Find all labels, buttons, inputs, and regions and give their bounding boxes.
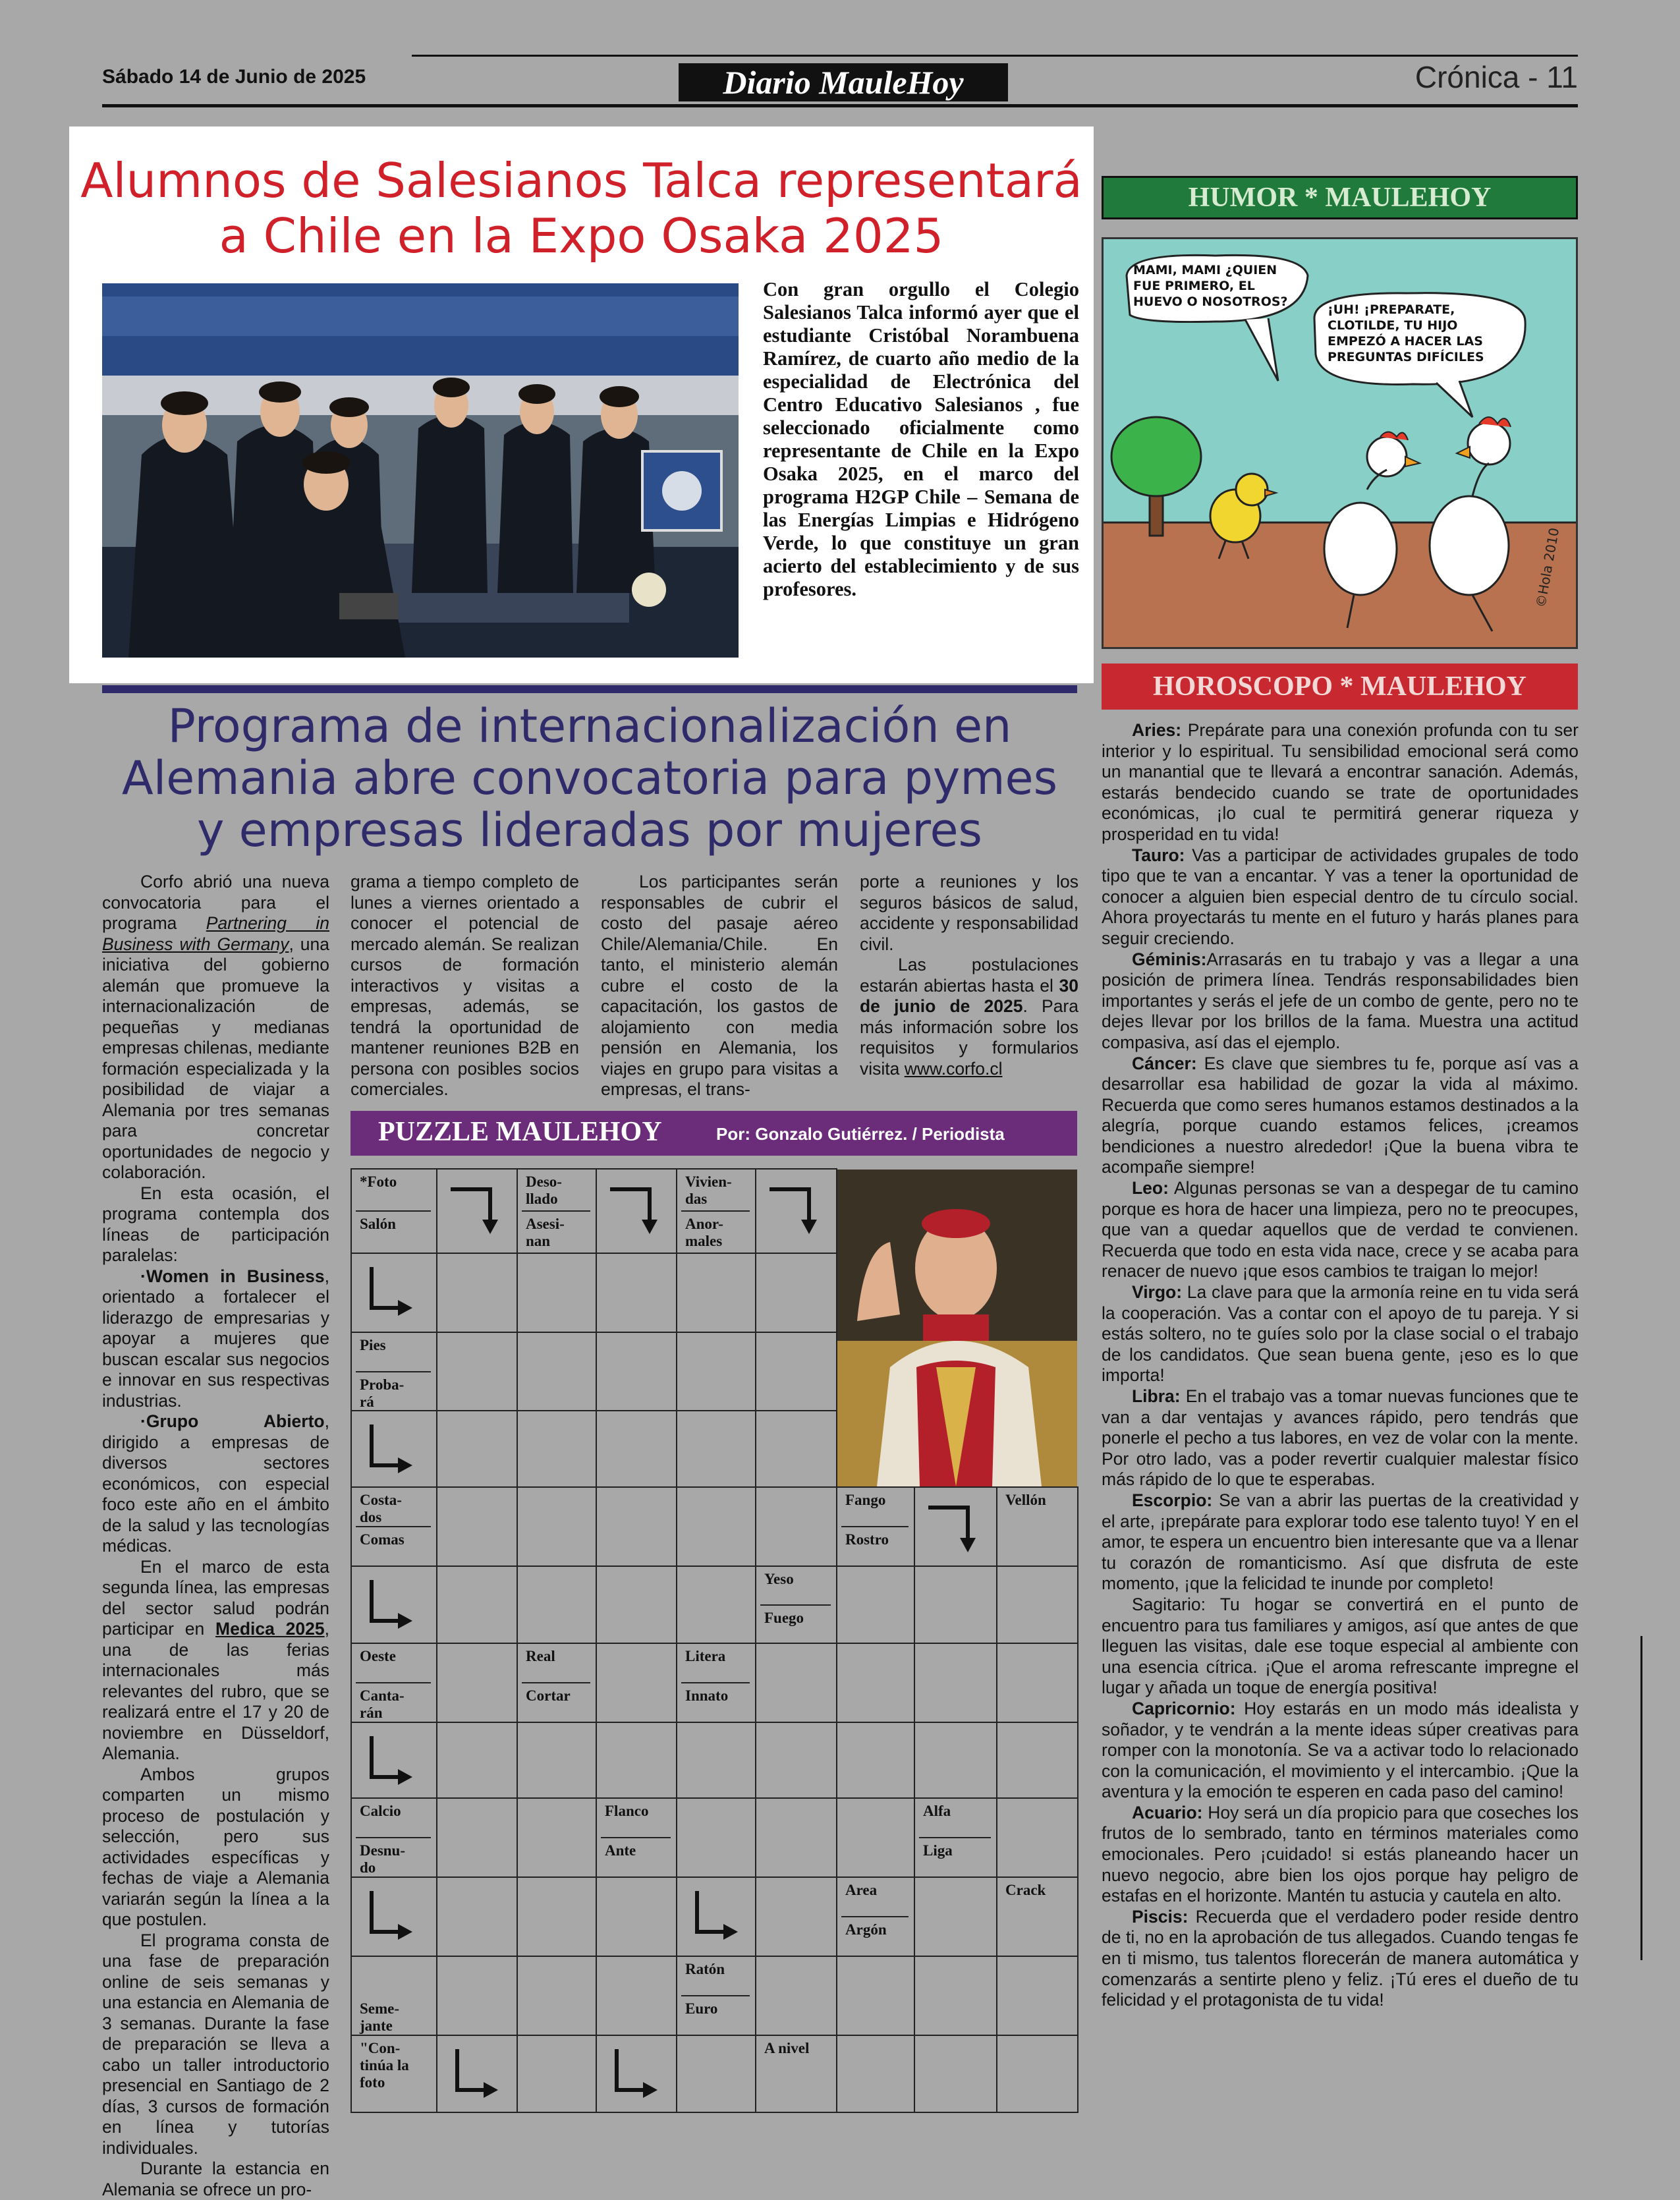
- puzzle-cell[interactable]: [996, 2035, 1078, 2113]
- crossword-grid: [350, 1168, 1077, 2112]
- deadline-date: 30 de junio de 2025: [860, 975, 1078, 1016]
- puzzle-clue: Asesi- nan: [526, 1216, 565, 1249]
- clue-divider: [356, 1837, 431, 1838]
- puzzle-clue: Rostro: [845, 1531, 889, 1548]
- arrow-down-icon: [607, 1180, 667, 1239]
- horoscope-entry: [1102, 1907, 1579, 2011]
- puzzle-clue: Real: [526, 1648, 555, 1664]
- clue-divider: [522, 1682, 590, 1683]
- puzzle-photo: [837, 1170, 1077, 1486]
- puzzle-clue: Costa- dos: [360, 1492, 402, 1525]
- article-text: Corfo abrió una nueva convocatoria para el programa: [102, 872, 329, 933]
- arrow-right-icon: [362, 1422, 422, 1481]
- arrow-right-icon: [607, 2046, 667, 2106]
- article-paragraph: grama a tiempo completo de lunes a viernes orientado a conocer el potencial de mercado alemán. Se realizan cursos de formación interactivos y visitas a empresas, además, se tendrá la oportunidad de mantener reuniones B2B en persona con posibles socios comerciales.: [350, 872, 579, 1099]
- puzzle-cell[interactable]: [755, 1722, 837, 1799]
- puzzle-cell[interactable]: [996, 1722, 1078, 1799]
- arrow-down-icon: [767, 1180, 826, 1239]
- horoscope-sign: Géminis:: [1132, 949, 1207, 969]
- puzzle-cell[interactable]: [755, 1486, 837, 1567]
- puzzle-cell[interactable]: [517, 1332, 597, 1411]
- arrow-right-icon: [362, 1577, 422, 1637]
- article-text: . Para más información sobre los requisitos y formularios visita: [860, 996, 1078, 1079]
- puzzle-cell[interactable]: [836, 1722, 915, 1799]
- arrow-down-icon: [448, 1180, 507, 1239]
- puzzle-cell[interactable]: [517, 1253, 597, 1333]
- puzzle-cell[interactable]: [436, 1876, 518, 1957]
- puzzle-cell[interactable]: [436, 1486, 518, 1567]
- horoscope-entry: [1102, 1490, 1579, 1594]
- horoscope-sign: Virgo:: [1132, 1282, 1183, 1303]
- horoscope-sign: Acuario:: [1132, 1802, 1203, 1822]
- horoscope-text: Arrasarás en tu trabajo y vas a llegar a una posición de primera línea. Tendrás responsabilidades bien importantes y serás el jefe de un combo de gente, pero no te dejes llevar por los brillos de la fama. Muestra una actitud compasiva, así das el ejemplo.: [1102, 949, 1579, 1052]
- puzzle-cell[interactable]: [996, 1643, 1078, 1723]
- puzzle-cell[interactable]: [596, 1486, 677, 1567]
- feature-title-line1: Alumnos de Salesianos Talca representará: [80, 153, 1082, 208]
- corfo-link[interactable]: www.corfo.cl: [904, 1058, 1003, 1079]
- humor-cartoon: [1102, 237, 1578, 649]
- puzzle-cell[interactable]: [914, 1876, 997, 1957]
- puzzle-clue: Ante: [605, 1842, 636, 1859]
- article-text: , orientado a fortalecer el liderazgo de empresarias y apoyar a mujeres que buscan escalar sus negocios e innovar en sus respectivas industrias.: [102, 1266, 329, 1411]
- arrow-right-icon: [362, 1888, 422, 1948]
- arrow-right-icon: [448, 2046, 507, 2106]
- puzzle-cell[interactable]: [755, 1643, 837, 1723]
- clue-divider: [356, 1371, 431, 1372]
- puzzle-cell[interactable]: [676, 2035, 756, 2113]
- horoscope-sign: Piscis:: [1132, 1906, 1189, 1927]
- puzzle-cell[interactable]: [596, 1332, 677, 1411]
- puzzle-clue: Desnu- do: [360, 1842, 406, 1876]
- puzzle-cell[interactable]: [676, 1565, 756, 1644]
- puzzle-cell[interactable]: [517, 1722, 597, 1799]
- article-text: , una de las ferias internacionales más relevantes del rubro, que se realizará entre el 17 y 20 de noviembre en Düsseldorf, Alemania.: [102, 1619, 329, 1763]
- article-paragraph: En esta ocasión, el programa contempla dos líneas de participación paralelas:: [102, 1183, 329, 1265]
- bubble-chick: MAMI, MAMI ¿QUIEN FUE PRIMERO, EL HUEVO O NOSOTROS?: [1133, 263, 1288, 309]
- arrow-right-icon: [688, 1888, 747, 1948]
- feature-story: [69, 127, 1094, 683]
- puzzle-cell[interactable]: [676, 1332, 756, 1411]
- puzzle-clue: A nivel: [764, 2040, 810, 2056]
- puzzle-cell[interactable]: [836, 1565, 915, 1644]
- puzzle-cell[interactable]: [996, 1797, 1078, 1878]
- humor-header: HUMOR * MAULEHOY: [1102, 176, 1578, 219]
- puzzle-cell[interactable]: [436, 1253, 518, 1333]
- puzzle-clue: Innato: [685, 1687, 729, 1704]
- puzzle-cell[interactable]: [836, 2035, 915, 2113]
- clue-divider: [356, 1682, 431, 1683]
- puzzle-clue: Canta- rán: [360, 1687, 405, 1721]
- article-text: , dirigido a empresas de diversos sectores económicos, con especial foco este año en el ámbito de la salud y las tecnologías médicas.: [102, 1411, 329, 1556]
- puzzle-clue: Cortar: [526, 1687, 571, 1704]
- puzzle-cell[interactable]: [755, 1876, 837, 1957]
- puzzle-clue: "Con- tinúa la foto: [360, 2040, 409, 2091]
- article-text: En el marco de esta segunda línea, las empresas del sector salud podrán participar en: [102, 1556, 329, 1639]
- puzzle-clue: Oeste: [360, 1648, 396, 1664]
- puzzle-cell[interactable]: [596, 1565, 677, 1644]
- article-paragraph: El programa consta de una fase de preparación online de seis semanas y una estancia en Alemania de 3 semanas. Durante la fase de preparación se lleva a cabo un taller introductorio presencial en Santiago de 2 días, 3 cursos de formación en línea y tutorías individuales.: [102, 1930, 329, 2158]
- horoscope-text: Recuerda que el verdadero poder reside dentro de ti, no en la aprobación de tus allegados. Cuando tengas fe en ti mismo, tus talentos florecerán de manera automática y comenzarás a sentirte pleno y feliz. ¡Tú eres el dueño de tu felicidad y el protagonista de tu vida!: [1102, 1906, 1579, 2010]
- puzzle-cell[interactable]: [517, 1565, 597, 1644]
- puzzle-byline: Por: Gonzalo Gutiérrez. / Periodista: [716, 1124, 1005, 1144]
- horoscope-entry: [1102, 1803, 1579, 1907]
- article-column-2: [350, 872, 579, 1100]
- puzzle-cell[interactable]: [914, 1956, 997, 2036]
- horoscope-entry: [1102, 1178, 1579, 1282]
- header-bottom-rule: [102, 104, 1578, 107]
- article-paragraph: Los participantes serán responsables de cubrir el costo del pasaje aéreo Chile/Alemania/Chile. En tanto, el ministerio alemán cubre el costo de la capacitación, los gastos de alojamiento con media pensión en Alemania, los viajes en grupo para visitas a empresas, el trans-: [601, 872, 838, 1099]
- line-name-women: ·Women in Business: [140, 1266, 325, 1286]
- puzzle-clue: Argón: [845, 1921, 887, 1938]
- horoscope-text: Prepárate para una conexión profunda con tu ser interior y lo espiritual. Tu sensibilidad emocional será como un manantial que te llevará a encontrar sanación. Además, estarás bendecido cuando se trate de oportunidades económicas, ¡lo cual te permitirá generar riqueza y prosperidad en tu vida!: [1102, 720, 1579, 844]
- arrow-right-icon: [362, 1264, 422, 1324]
- article-paragraph: porte a reuniones y los seguros básicos de salud, accidente y responsabilidad civil.: [860, 872, 1078, 954]
- puzzle-clue: Ratón: [685, 1961, 725, 1977]
- horoscope-text: Es clave que siembres tu fe, porque así vas a desarrollar esa habilidad de gozar la vida al máximo. Recuerda que como seres humanos estamos destinados a la alegría, porque cuando estamos felices, ¡creamos bendiciones a nuestro alrededor! ¡Que la buena vibra te acompañe siempre!: [1102, 1053, 1579, 1177]
- puzzle-cell[interactable]: [755, 1332, 837, 1411]
- horoscope-text: Hoy será un día propicio para que coseches los frutos de lo sembrado, tanto en términos materiales como emocionales. Pero ¡cuidado! si estás planeando hacer un nuevo negocio, abre bien los ojos porque hay peligro de estafas en el horizonte. Mantén tu astucia y cautela en alto.: [1102, 1802, 1579, 1906]
- puzzle-clue: Fuego: [764, 1609, 804, 1626]
- puzzle-clue: Litera: [685, 1648, 726, 1664]
- clue-divider: [841, 1916, 909, 1917]
- horoscope-entry: [1102, 845, 1579, 949]
- horoscope-text: Hoy estarás en un modo más idealista y soñador, y te vendrán a la mente ideas súper creativas para romper con la monotonía. Se va a activar todo lo relacionado con la comunicación, el movimiento y el intercambio. ¡Que la aventura y la emoción te esperen en cada paso del camino!: [1102, 1698, 1579, 1802]
- horoscope-text: La clave para que la armonía reine en tu vida será la cooperación. Vas a contar con el apoyo de tu pareja. Y si estás soltero, no te guíes solo por la clase social o el trabajo de los candidatos. Que sean buena gente, ¡eso es lo que importa!: [1102, 1282, 1579, 1386]
- article-headline: Programa de internacionalización en Alemania abre convocatoria para pymes y empresas lideradas por mujeres: [121, 699, 1058, 857]
- clue-divider: [356, 1210, 431, 1212]
- horoscope-sign: Capricornio:: [1132, 1698, 1236, 1718]
- puzzle-clue: Calcio: [360, 1803, 401, 1819]
- horoscope-entry: [1102, 1386, 1579, 1490]
- clue-divider: [760, 1604, 831, 1606]
- feature-body: Con gran orgullo el Colegio Salesianos Talca informó ayer que el estudiante Cristóbal Norambuena Ramírez, de cuarto año medio de la especialidad de Electrónica del Centro Educativo Salesianos , fue seleccionado oficialmente como representante de Chile en la Expo Osaka 2025, en el marco del programa H2GP Chile – Semana de las Energías Limpias e Hidrógeno Verde, lo que constituye un gran acierto del establecimiento y de sus profesores.: [763, 278, 1079, 600]
- puzzle-cell[interactable]: [517, 1797, 597, 1878]
- feature-title: [69, 153, 1094, 264]
- puzzle-clue: Area: [845, 1882, 878, 1898]
- puzzle-cell[interactable]: [436, 1332, 518, 1411]
- puzzle-clue: Anor- males: [685, 1216, 723, 1249]
- puzzle-cell[interactable]: [755, 1956, 837, 2036]
- bubble-hen: ¡UH! ¡PREPARATE, CLOTILDE, TU HIJO EMPEZÓ A HACER LAS PREGUNTAS DIFÍCILES: [1328, 302, 1484, 364]
- page-edge-rule: [1640, 1636, 1642, 1960]
- puzzle-cell[interactable]: [996, 1565, 1078, 1644]
- puzzle-cell[interactable]: [755, 1797, 837, 1878]
- puzzle-clue: Euro: [685, 2000, 718, 2017]
- line-name-open-group: ·Grupo Abierto: [140, 1411, 325, 1431]
- puzzle-cell[interactable]: [755, 1253, 837, 1333]
- header-top-rule: [412, 55, 1578, 57]
- medica-link[interactable]: Medica 2025: [215, 1619, 325, 1639]
- horoscope-sign: Aries:: [1132, 720, 1182, 740]
- puzzle-cell[interactable]: [517, 1410, 597, 1488]
- puzzle-clue: Flanco: [605, 1803, 649, 1819]
- puzzle-cell[interactable]: [436, 1956, 518, 2036]
- clue-divider: [522, 1210, 590, 1212]
- arrow-down-icon: [926, 1498, 985, 1558]
- puzzle-cell[interactable]: [436, 1797, 518, 1878]
- horoscope-entry: [1102, 1054, 1579, 1179]
- horoscope-text: Sagitario: Tu hogar se convertirá en el punto de encuentro para tus familiares y amigos, así que antes de que lleguen las visitas, dale ese toque especial al ambiente con una esencia cítrica. ¡Que el aroma refrescante impregne el lugar y añada un toque de energía positiva!: [1102, 1594, 1579, 1698]
- horoscope-text: Vas a participar de actividades grupales de todo tipo que te van a encantar. Y vas a tener la oportunidad de conocer a alguien bien especial dentro de tu círculo social. Ahora proyectarás tu mente en el futuro y harás planes para seguir creciendo.: [1102, 845, 1579, 948]
- puzzle-cell[interactable]: [996, 1956, 1078, 2036]
- puzzle-cell[interactable]: [596, 1956, 677, 2036]
- puzzle-clue: Salón: [360, 1216, 396, 1232]
- clue-divider: [601, 1837, 671, 1838]
- puzzle-clue: Proba- rá: [360, 1376, 405, 1410]
- article-text: , una iniciativa del gobierno alemán que promueve la internacionalización de pequeñas y medianas empresas chilenas, mediante formación especializada y la posibilidad de viajar a Alemania por tres semanas para concretar oportunidades de negocio y colaboración.: [102, 934, 329, 1182]
- article-paragraph: Durante la estancia en Alemania se ofrece un pro-: [102, 2158, 329, 2199]
- puzzle-cell[interactable]: [596, 1643, 677, 1723]
- arrow-right-icon: [362, 1734, 422, 1793]
- clue-divider: [681, 1995, 750, 1996]
- puzzle-clue: Seme- jante: [360, 2000, 400, 2034]
- puzzle-clue: Vivien- das: [685, 1173, 732, 1207]
- puzzle-cell[interactable]: [836, 1643, 915, 1723]
- puzzle-clue: Alfa: [923, 1803, 951, 1819]
- puzzle-cell[interactable]: [914, 2035, 997, 2113]
- clue-divider: [681, 1210, 750, 1212]
- puzzle-cell[interactable]: [596, 1410, 677, 1488]
- cartoon-signature: ©Hola 2010: [1532, 526, 1563, 609]
- horoscope-sign: Tauro:: [1132, 845, 1185, 865]
- puzzle-cell[interactable]: [836, 1797, 915, 1878]
- horoscope-entry: [1102, 1282, 1579, 1386]
- headline-rule: [102, 685, 1077, 693]
- puzzle-cell[interactable]: [436, 1643, 518, 1723]
- puzzle-header: [350, 1111, 1077, 1156]
- newspaper-logo: Diario MauleHoy: [679, 63, 1008, 101]
- horoscope-sign: Leo:: [1132, 1178, 1169, 1199]
- puzzle-cell[interactable]: [517, 1486, 597, 1567]
- header-date: Sábado 14 de Junio de 2025: [102, 66, 366, 88]
- puzzle-clue: Deso- llado: [526, 1173, 562, 1207]
- clue-divider: [841, 1526, 909, 1527]
- section-page-label: Crónica - 11: [1414, 60, 1578, 94]
- puzzle-cell[interactable]: [914, 1722, 997, 1799]
- puzzle-cell[interactable]: [596, 1722, 677, 1799]
- horoscope-header: HOROSCOPO * MAULEHOY: [1102, 663, 1578, 710]
- puzzle-cell[interactable]: [436, 1565, 518, 1644]
- horoscope-list: [1102, 720, 1579, 2011]
- puzzle-cell[interactable]: [436, 1722, 518, 1799]
- horoscope-sign: Cáncer:: [1132, 1053, 1197, 1073]
- article-column-1: [102, 872, 329, 2200]
- students-photo: [102, 283, 739, 658]
- horoscope-entry: [1102, 1699, 1579, 1803]
- puzzle-cell[interactable]: [914, 1565, 997, 1644]
- clue-divider: [919, 1837, 991, 1838]
- puzzle-cell[interactable]: [676, 1410, 756, 1488]
- horoscope-sign: Libra:: [1132, 1386, 1181, 1406]
- puzzle-cell[interactable]: [517, 2035, 597, 2113]
- feature-title-line2: a Chile en la Expo Osaka 2025: [219, 208, 944, 264]
- puzzle-clue: Yeso: [764, 1571, 794, 1587]
- puzzle-cell[interactable]: [914, 1643, 997, 1723]
- horoscope-entry: [1102, 1594, 1579, 1699]
- puzzle-clue: Vellón: [1005, 1492, 1046, 1508]
- puzzle-cell[interactable]: [676, 1253, 756, 1333]
- horoscope-text: Algunas personas se van a despegar de tu camino porque es hora de hacer una limpieza, pero no te preocupes, que van a quedar aquellos que de verdad te convienen. Recuerda que todo en esta vida nace, crece y se acaba para renacer de nuevo ¡que esos cambios te traigan lo mejor!: [1102, 1178, 1579, 1282]
- puzzle-cell[interactable]: [596, 1876, 677, 1957]
- article-column-3: [601, 872, 838, 1100]
- puzzle-clue: Fango: [845, 1492, 886, 1508]
- puzzle-cell[interactable]: [755, 1410, 837, 1488]
- puzzle-clue: *Foto: [360, 1173, 397, 1190]
- puzzle-clue: Pies: [360, 1337, 386, 1353]
- clue-divider: [681, 1682, 750, 1683]
- article-column-4: [860, 872, 1078, 1079]
- puzzle-cell[interactable]: [676, 1797, 756, 1878]
- horoscope-entry: [1102, 720, 1579, 845]
- puzzle-clue: Crack: [1005, 1882, 1046, 1898]
- puzzle-clue: Comas: [360, 1531, 405, 1548]
- puzzle-cell[interactable]: [596, 1253, 677, 1333]
- puzzle-title: PUZZLE MAULEHOY: [378, 1117, 662, 1147]
- puzzle-cell[interactable]: [676, 1486, 756, 1567]
- puzzle-cell[interactable]: [517, 1876, 597, 1957]
- puzzle-cell[interactable]: [517, 1956, 597, 2036]
- clue-divider: [356, 1526, 431, 1527]
- puzzle-cell[interactable]: [836, 1956, 915, 2036]
- horoscope-sign: Escorpio:: [1132, 1490, 1213, 1510]
- program-link[interactable]: Partnering in Business with Germany: [102, 913, 329, 954]
- horoscope-text: Se van a abrir las puertas de la creatividad y el arte, ¡prepárate para explorar todo ese talento tuyo! Y en el amor, te espera un encuentro bien interesante que va a llenar tu corazón de romanticismo. Así que disfruta de este momento, ¡que la felicidad te inunde por completo!: [1102, 1490, 1579, 1594]
- horoscope-entry: [1102, 949, 1579, 1054]
- article-paragraph: Ambos grupos comparten un mismo proceso de postulación y selección, pero sus actividades específicas y fechas de viaje a Alemania variarán según la línea a la que postulen.: [102, 1764, 329, 1929]
- puzzle-cell[interactable]: [436, 1410, 518, 1488]
- article-text: Las postulaciones estarán abiertas hasta el: [860, 955, 1078, 996]
- puzzle-cell[interactable]: [676, 1722, 756, 1799]
- horoscope-text: En el trabajo vas a tomar nuevas funciones que te van a dar ventajas y avances rápido, pero tendrás que ponerle el pecho a tus labores, en vez de volar con la mente. Por otro lado, vas a poder revertir cualquier malestar físico más rápido de lo que te esperabas.: [1102, 1386, 1579, 1490]
- puzzle-clue: Liga: [923, 1842, 953, 1859]
